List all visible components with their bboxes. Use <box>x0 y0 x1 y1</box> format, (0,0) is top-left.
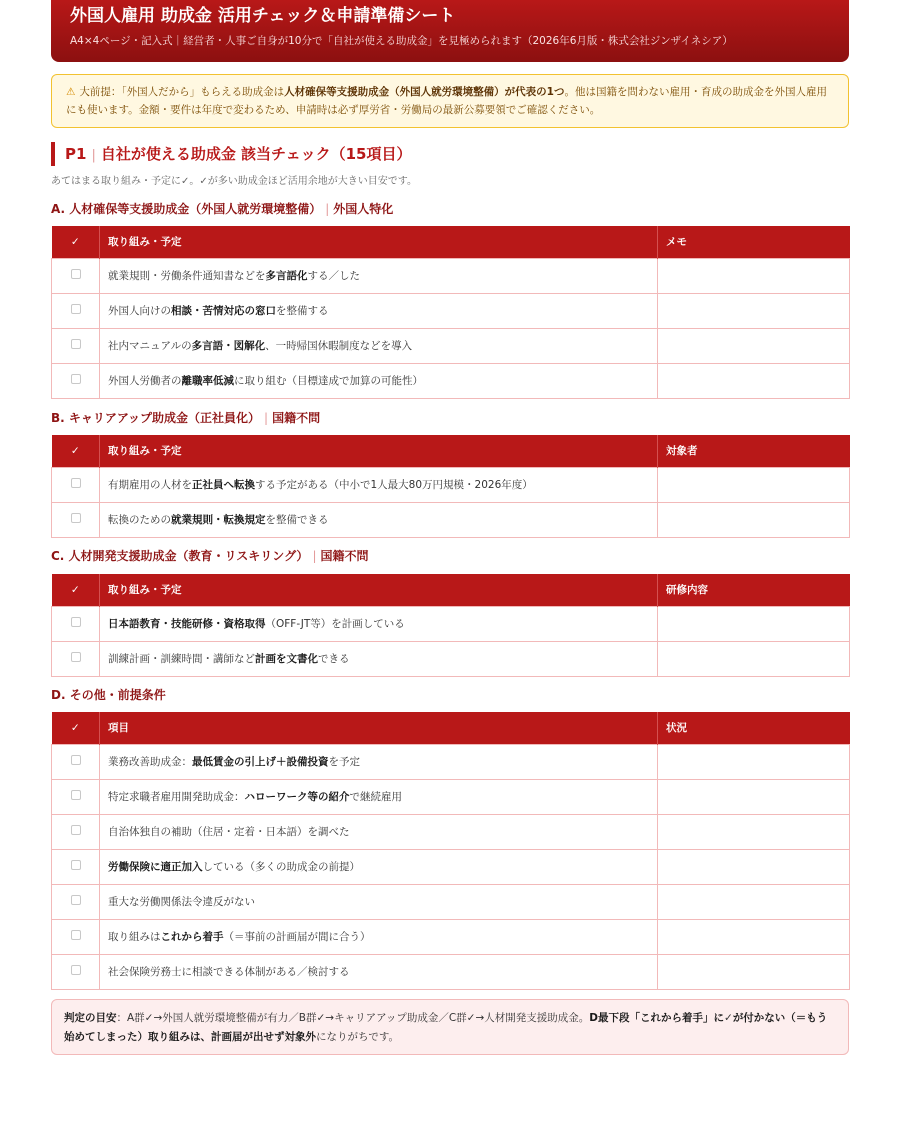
header-note: メモ <box>658 226 850 258</box>
check-cell <box>52 954 100 989</box>
table-row <box>52 779 850 814</box>
checkbox[interactable] <box>71 374 81 384</box>
group-title-text: C. 人材開発支援助成金（教育・リスキリング） <box>51 549 309 563</box>
group-title-d <box>51 686 166 704</box>
note-cell[interactable] <box>658 744 850 779</box>
check-cell <box>52 919 100 954</box>
check-cell <box>52 884 100 919</box>
group-title-text: A. 人材確保等支援助成金（外国人就労環境整備） <box>51 202 322 216</box>
item-text-post: を予定 <box>328 756 360 768</box>
checklist-table-d <box>51 712 850 990</box>
judgement-box <box>51 999 849 1055</box>
judge-text-1: ：A群✓→外国人就労環境整備が有力／B群✓→キャリアアップ助成金／C群✓→人材開発支援助成金。 <box>116 1012 590 1024</box>
header-item: 取り組み・予定 <box>100 435 658 467</box>
header-check: ✓ <box>52 435 100 467</box>
table-header-row <box>52 712 850 744</box>
item-text-post: 、一時帰国休暇制度などを導入 <box>265 340 413 352</box>
header-item: 取り組み・予定 <box>100 574 658 606</box>
item-text-pre: 特定求職者雇用開発助成金： <box>108 791 245 803</box>
table-row <box>52 363 850 398</box>
check-cell <box>52 258 100 293</box>
check-cell <box>52 328 100 363</box>
checkbox[interactable] <box>71 895 81 905</box>
table-row <box>52 502 850 537</box>
notice-post: 。他は国籍を問わない雇用・育成の助成金を外国人雇用にも使います。金額・要件は年度で変わるため、申請時は必ず厚労省・労働局の最新公募要領でご確認ください。 <box>66 86 827 116</box>
item-text-pre: 取り組みは <box>108 931 161 943</box>
section-heading: 自社が使える助成金 該当チェック（15項目） <box>100 145 412 163</box>
header-note: 状況 <box>658 712 850 744</box>
note-cell[interactable] <box>658 467 850 502</box>
checklist-table-c <box>51 574 850 677</box>
table-row <box>52 606 850 641</box>
note-cell[interactable] <box>658 258 850 293</box>
item-text-pre: 社内マニュアルの <box>108 340 192 352</box>
note-cell[interactable] <box>658 502 850 537</box>
table-row <box>52 258 850 293</box>
item-text-pre: 重大な労働関係法令違反がない <box>108 896 255 908</box>
check-cell <box>52 641 100 676</box>
checkbox[interactable] <box>71 930 81 940</box>
note-cell[interactable] <box>658 849 850 884</box>
item-text-post: する／した <box>307 270 360 282</box>
note-cell[interactable] <box>658 884 850 919</box>
item-text-bold: 計画を文書化 <box>255 653 318 665</box>
check-cell <box>52 363 100 398</box>
header-item: 項目 <box>100 712 658 744</box>
item-cell <box>100 641 658 676</box>
table-row <box>52 884 850 919</box>
item-cell <box>100 363 658 398</box>
table-header-row <box>52 574 850 606</box>
item-text-post: を整備する <box>276 305 329 317</box>
checkbox[interactable] <box>71 965 81 975</box>
checkbox[interactable] <box>71 304 81 314</box>
item-cell <box>100 744 658 779</box>
page-title: 外国人雇用 助成金 活用チェック＆申請準備シート <box>70 6 456 26</box>
note-cell[interactable] <box>658 606 850 641</box>
item-text-post: に取り組む（目標達成で加算の可能性） <box>234 375 423 387</box>
judge-check: ✓ <box>724 1012 733 1024</box>
item-text-post: する予定がある（中小で1人最大80万円規模・2026年度） <box>255 479 533 491</box>
item-text-bold: 相談・苦情対応の窓口 <box>171 305 276 317</box>
check-cell <box>52 849 100 884</box>
item-cell <box>100 849 658 884</box>
check-cell <box>52 814 100 849</box>
group-title-b <box>51 409 320 427</box>
item-text-pre: 外国人労働者の <box>108 375 182 387</box>
item-text-bold: 多言語化 <box>265 270 308 282</box>
note-cell[interactable] <box>658 954 850 989</box>
group-separator: | <box>325 202 330 216</box>
note-cell[interactable] <box>658 293 850 328</box>
item-cell <box>100 328 658 363</box>
item-cell <box>100 467 658 502</box>
item-text-pre: 外国人向けの <box>108 305 171 317</box>
item-text-post: で継続雇用 <box>349 791 402 803</box>
judge-text-3: になりがちです。 <box>316 1031 400 1043</box>
header-note: 研修内容 <box>658 574 850 606</box>
note-cell[interactable] <box>658 814 850 849</box>
item-text-post: を整備できる <box>265 514 329 526</box>
item-cell <box>100 502 658 537</box>
header-item: 取り組み・予定 <box>100 226 658 258</box>
item-cell <box>100 258 658 293</box>
group-separator: | <box>264 411 269 425</box>
table-row <box>52 293 850 328</box>
note-cell[interactable] <box>658 363 850 398</box>
warning-icon: ⚠ <box>66 86 76 98</box>
group-title-a <box>51 200 393 218</box>
section-separator: | <box>91 148 96 163</box>
checklist-table-b <box>51 435 850 538</box>
check-cell <box>52 502 100 537</box>
item-text-pre: 就業規則・労働条件通知書などを <box>108 270 266 282</box>
group-title-c <box>51 547 369 565</box>
item-text-bold: これから着手 <box>160 931 224 943</box>
item-text-pre: 有期雇用の人材を <box>108 479 192 491</box>
header-check: ✓ <box>52 226 100 258</box>
item-text-bold: ハローワーク等の紹介 <box>244 791 350 803</box>
group-title-text: D. その他・前提条件 <box>51 688 166 702</box>
item-text-pre: 訓練計画・訓練時間・講師など <box>108 653 255 665</box>
section-label: P1 <box>65 145 87 163</box>
check-cell <box>52 467 100 502</box>
table-row <box>52 744 850 779</box>
premise-notice <box>51 74 849 128</box>
group-tag: 国籍不問 <box>320 549 369 563</box>
table-row <box>52 814 850 849</box>
header-check: ✓ <box>52 712 100 744</box>
judge-label: 判定の目安 <box>64 1012 117 1024</box>
judge-bold-1: D最下段「これから着手」に <box>589 1012 724 1024</box>
table-row <box>52 849 850 884</box>
group-tag: 国籍不問 <box>272 411 321 425</box>
header-check: ✓ <box>52 574 100 606</box>
item-text-bold: 多言語・図解化 <box>191 340 266 352</box>
table-row <box>52 919 850 954</box>
item-cell <box>100 606 658 641</box>
section-title <box>51 142 849 166</box>
notice-bold: 人材確保等支援助成金（外国人就労環境整備）が代表の1つ <box>284 86 565 98</box>
item-cell <box>100 919 658 954</box>
item-cell <box>100 884 658 919</box>
check-cell <box>52 606 100 641</box>
item-text-bold: 離職率低減 <box>181 375 234 387</box>
item-text-bold: 正社員へ転換 <box>192 479 255 491</box>
checkbox[interactable] <box>71 652 81 662</box>
item-cell <box>100 954 658 989</box>
checkbox[interactable] <box>71 269 81 279</box>
item-text-pre: 社会保険労務士に相談できる体制がある／検討する <box>108 966 350 978</box>
table-row <box>52 641 850 676</box>
item-text-bold: 最低賃金の引上げ＋設備投資 <box>192 756 329 768</box>
item-cell <box>100 293 658 328</box>
group-separator: | <box>312 549 317 563</box>
group-tag: 外国人特化 <box>333 202 394 216</box>
checkbox[interactable] <box>71 825 81 835</box>
check-cell <box>52 779 100 814</box>
checklist-table-a <box>51 226 850 399</box>
table-row <box>52 467 850 502</box>
item-text-post: できる <box>318 653 350 665</box>
group-title-text: B. キャリアアップ助成金（正社員化） <box>51 411 261 425</box>
item-text-post: （OFF-JT等）を計画している <box>265 618 405 630</box>
checkbox[interactable] <box>71 617 81 627</box>
item-text-post: している（多くの助成金の前提） <box>202 861 360 873</box>
table-header-row <box>52 226 850 258</box>
checkbox[interactable] <box>71 755 81 765</box>
checkbox[interactable] <box>71 860 81 870</box>
judge-bold-2: が付かない（＝もう始めてしまった）取り組みは、計画届が出せず対象外 <box>64 1012 828 1043</box>
note-cell[interactable] <box>658 641 850 676</box>
check-cell <box>52 744 100 779</box>
notice-pre: 大前提：「外国人だから」もらえる助成金は <box>79 86 285 98</box>
checkbox[interactable] <box>71 478 81 488</box>
table-row <box>52 954 850 989</box>
page-header <box>51 0 849 62</box>
note-cell[interactable] <box>658 328 850 363</box>
item-text-bold: 就業規則・転換規定 <box>171 514 266 526</box>
item-text-pre: 自治体独自の補助（住居・定着・日本語）を調べた <box>108 826 350 838</box>
checkbox[interactable] <box>71 790 81 800</box>
item-text-bold: 日本語教育・技能研修・資格取得 <box>108 618 266 630</box>
page-subtitle: A4×4ページ・記入式｜経営者・人事ご自身が10分で「自社が使える助成金」を見極められます（2026年6月版・株式会社ジンザイネシア） <box>70 35 733 47</box>
note-cell[interactable] <box>658 779 850 814</box>
table-row <box>52 328 850 363</box>
item-cell <box>100 814 658 849</box>
header-note: 対象者 <box>658 435 850 467</box>
item-cell <box>100 779 658 814</box>
section-description: あてはまる取り組み・予定に✓。✓が多い助成金ほど活用余地が大きい目安です。 <box>51 176 417 187</box>
item-text-pre: 業務改善助成金： <box>108 756 192 768</box>
checkbox[interactable] <box>71 513 81 523</box>
note-cell[interactable] <box>658 919 850 954</box>
item-text-bold: 労働保険に適正加入 <box>108 861 203 873</box>
check-cell <box>52 293 100 328</box>
checkbox[interactable] <box>71 339 81 349</box>
item-text-post: （＝事前の計画届が間に合う） <box>223 931 371 943</box>
table-header-row <box>52 435 850 467</box>
item-text-pre: 転換のための <box>108 514 171 526</box>
